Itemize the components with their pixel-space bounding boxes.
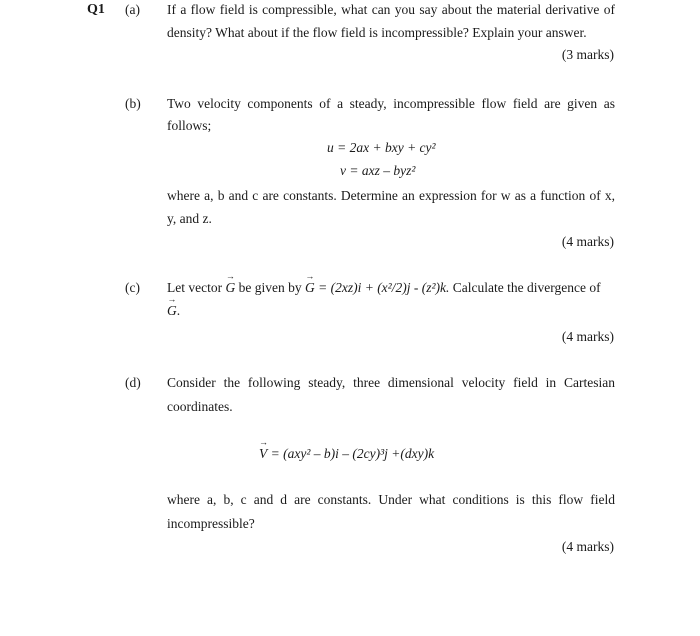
part-b-line-2: follows; — [167, 118, 212, 133]
part-d-label: (d) — [125, 375, 141, 390]
part-d-after-line-1: where a, b, c and d are constants. Under what conditions is this flow field — [167, 492, 615, 507]
part-b-line-1: Two velocity components of a steady, incompressible flow field are given as — [167, 96, 615, 111]
part-d-equation — [259, 446, 434, 462]
part-d-equation-text: = (axy² – b)i – (2cy)³j +(dxy)k — [270, 446, 435, 461]
part-b-marks: (4 marks) — [561, 234, 614, 249]
vector-g-symbol-3: → G — [167, 303, 177, 319]
part-a-label: (a) — [125, 2, 140, 17]
part-c-line-1 — [167, 280, 615, 296]
part-c-mid: be given by — [238, 280, 302, 295]
part-c-label: (c) — [125, 280, 140, 295]
vector-v-symbol: → V — [259, 446, 267, 462]
part-c-marks: (4 marks) — [561, 329, 614, 344]
part-c-prefix: Let vector — [167, 280, 223, 295]
vector-g-symbol: → G — [225, 280, 235, 296]
part-b-after-line-1: where a, b and c are constants. Determine an expression for w as a function of x, — [167, 188, 615, 203]
part-a-line-1: If a flow field is compressible, what can you say about the material derivative of — [167, 2, 615, 17]
vector-g-symbol-2: → G — [305, 280, 315, 296]
part-b-equation-v: v = axz – byz² — [340, 163, 416, 178]
part-c-equation: = (2xz)i + (x²/2)j - (z²)k. — [318, 280, 450, 295]
question-number: Q1 — [87, 2, 105, 17]
part-c-line-2-suffix: . — [176, 303, 181, 318]
part-b-after-line-2: y, and z. — [167, 211, 212, 226]
part-a-marks: (3 marks) — [561, 47, 614, 62]
part-d-after-line-2: incompressible? — [167, 516, 255, 531]
part-c-line-2 — [167, 303, 180, 319]
part-d-marks: (4 marks) — [561, 539, 614, 554]
part-d-line-1: Consider the following steady, three dimensional velocity field in Cartesian — [167, 375, 615, 390]
part-d-line-2: coordinates. — [167, 399, 233, 414]
part-b-equation-u: u = 2ax + bxy + cy² — [327, 140, 436, 155]
part-c-suffix: Calculate the divergence of — [452, 280, 601, 295]
part-b-label: (b) — [125, 96, 141, 111]
part-a-line-2: density? What about if the flow field is incompressible? Explain your answer. — [167, 25, 587, 40]
